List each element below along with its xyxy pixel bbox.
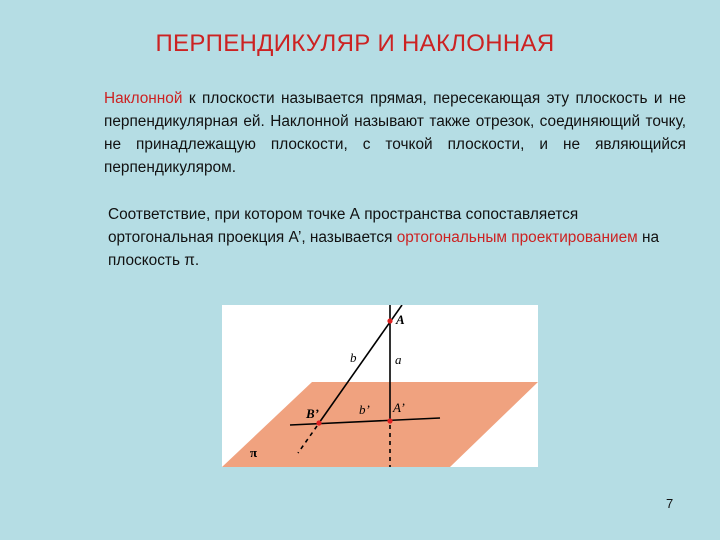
label-A-prime: A’ [393,400,405,415]
term-inclined: Наклонной [104,90,183,107]
point-A [387,318,392,323]
projection-figure [222,305,538,467]
projection-text-after: на плоскость π. [108,229,660,269]
label-pi: π [250,445,258,460]
label-A: A [396,312,405,327]
definition-text: к плоскости называется прямая, пересекающая эту плоскость и не перпендикулярная ей. Наклонной называют также отрезок, соединяющий точку, не принадлежащую плоскости, с точкой плоскости, и не являющийся перпендикуляром. [104,90,686,176]
projection-paragraph [108,203,678,272]
page-number: 7 [666,496,674,511]
plane-pi [222,382,538,467]
label-a: a [395,352,402,367]
label-b: b [350,350,357,365]
label-B-prime: B’ [306,406,319,421]
point-A-prime [387,418,392,423]
definition-paragraph [104,87,686,179]
term-orthogonal-projection: ортогональным проектированием [396,229,638,246]
slide-title: ПЕРПЕНДИКУЛЯР И НАКЛОННАЯ [155,30,555,57]
projection-diagram [222,305,538,467]
point-B-prime [316,420,321,425]
label-b-prime: b’ [359,402,370,417]
projection-text-before: Соответствие, при котором точке А пространства сопоставляется ортогональная проекция А’, называется [108,206,579,246]
